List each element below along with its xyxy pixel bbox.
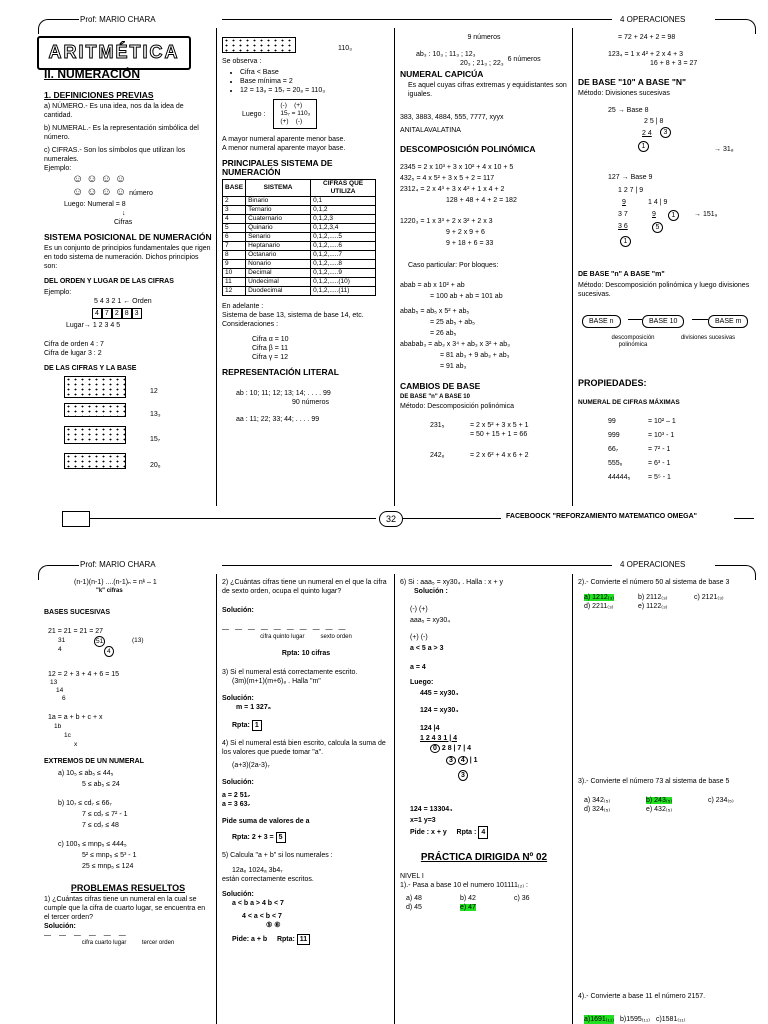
table-cell: 0,1 <box>311 197 376 206</box>
q3-option-correct: b) 243₍₅₎ <box>646 797 673 804</box>
table-row <box>223 269 376 278</box>
p5-cond: a < b a > 4 b < 7 <box>232 900 284 907</box>
mayor-menor: A mayor numeral aparente menor base. <box>222 136 346 143</box>
q3-option: e) 432₍₅₎ <box>646 806 673 813</box>
ext-a-2: 5 ≤ ab₅ ≤ 24 <box>82 781 120 788</box>
bloque-line: abab₅ = ab₅ x 5² + ab₅ <box>400 308 470 315</box>
bloque-line: = 100 ab + ab = 101 ab <box>430 293 503 300</box>
p4-expr: (a+3)(2a-3)₇ <box>232 762 270 769</box>
ext-a-1: a) 10₅ ≤ ab₅ ≤ 44₅ <box>58 770 114 777</box>
descomp-line: 9 + 18 + 6 = 33 <box>446 240 494 247</box>
q2-option-correct: a) 1212₍₃₎ <box>584 594 615 601</box>
p5-ineq: 4 < a < b < 7 <box>242 913 282 920</box>
p5-vals: ⑤ ⑥ <box>266 922 281 929</box>
table-cell: 0,1,2,.....5 <box>311 233 376 242</box>
example-1-result: → 31₈ <box>714 146 734 153</box>
base-dot-figures: 12 13₃ 15₇ 20₆ <box>44 375 212 473</box>
list-item: • Cifra < Base <box>240 68 390 77</box>
flow-base-n: BASE n <box>582 315 621 328</box>
table-cell: Binario <box>246 197 311 206</box>
q2-option: e) 1122₍₃₎ <box>638 603 668 610</box>
ab3-line: ab₃ : 10₃ ; 11₃ ; 12₃ <box>416 51 476 58</box>
ab-count: 90 números <box>292 399 329 406</box>
table-cell: 10 <box>223 269 246 278</box>
nivel: NIVEL I <box>400 873 424 880</box>
max-numeral: 66₇ <box>608 446 619 453</box>
table-cell: 0,1,2,3,4 <box>311 224 376 233</box>
p6-rpta-value: 4 <box>478 826 488 839</box>
table-cell: 7 <box>223 242 246 251</box>
p3-rpta-value: 1 <box>252 720 262 731</box>
max-formula: = 10² – 1 <box>648 418 676 425</box>
ext-c-3: 25 ≤ mnp₅ ≤ 124 <box>82 863 134 870</box>
p5-text: están correctamente escritos. <box>222 876 314 883</box>
digit-box: 7 <box>102 308 112 319</box>
ext-b-1: b) 10₇ ≤ cd₇ ≤ 66₇ <box>58 800 112 807</box>
sistema-text: Es un conjunto de principios fundamentales que rigen en todo sistema de numeración. Dichos principios son: <box>44 245 211 270</box>
capicua-title: NUMERAL CAPICÚA <box>400 69 484 79</box>
problem-5: 5) Calcula "a + b" si los numerales : <box>222 852 333 859</box>
table-cell: Heptanario <box>246 242 311 251</box>
adelante-2: Sistema de base 13, sistema de base 14, etc. <box>222 312 364 319</box>
p4-rpta: Rpta: 2 + 3 = <box>232 834 274 841</box>
logo-aritmetica: ARITMÉTICA <box>37 36 191 70</box>
practica-title: PRÁCTICA DIRIGIDA Nº 02 <box>420 852 548 863</box>
bloque-line: abab = ab x 10² + ab <box>400 282 465 289</box>
question-4: 4).- Convierte a base 11 el número 2157. <box>578 993 706 1000</box>
p6-a4: a = 4 <box>410 664 426 671</box>
max-title: NUMERAL DE CIFRAS MÁXIMAS <box>578 399 680 406</box>
luego-numeral: Luego: Numeral = 8 <box>64 201 126 208</box>
descomp-title: DESCOMPOSICIÓN POLINÓMICA <box>400 144 536 154</box>
systems-table <box>222 179 376 296</box>
bloques: Caso particular: Por bloques: <box>408 262 499 269</box>
table-cell: Decimal <box>246 269 311 278</box>
table-cell: Ternario <box>246 206 311 215</box>
q1-option-correct: e) 47 <box>460 904 476 911</box>
q4-option: b)1595₍₁₁₎ <box>619 1016 650 1023</box>
bases-title: BASES SUCESIVAS <box>44 609 110 616</box>
flow-base-10: BASE 10 <box>642 315 684 328</box>
table-cell: 8 <box>223 251 246 260</box>
smileys-row-2: ☺ ☺ ☺ ☺ <box>72 186 127 198</box>
bloque-line: ababab₃ = ab₃ x 3⁴ + ab₃ x 3² + ab₃ <box>400 341 510 348</box>
q1-option: a) 48 <box>406 895 422 902</box>
p4-a3: a = 3 63₇ <box>222 801 251 808</box>
p6-solucion: Solución : <box>414 588 448 595</box>
problem-3: 3) Si el numeral está correctamente escrito. <box>222 669 358 676</box>
page1-col3 <box>400 33 568 460</box>
division-25: 2 5 | 8 2 4 3 1 → 31₈ <box>578 115 754 165</box>
aa-line: aa : 11; 22; 33; 44; . . . . 99 <box>236 416 320 423</box>
problem-1: 1) ¿Cuántas cifras tiene un numeral en la cual se cumple que la cifra de cuarto lugar, se encuentra en el tercer orden? <box>44 896 206 921</box>
table-cell: 0,1,2,.....9 <box>311 269 376 278</box>
max-row <box>608 429 754 443</box>
p2-solucion: Solución: <box>222 607 254 614</box>
division-127: 1 2 7 | 9 9 1 4 | 9 3 7 9 1 3 6 5 1 → 151₉ <box>618 187 718 245</box>
p6-eq: aaa₅ = xy30₄ <box>410 617 451 624</box>
q3-option: c) 234₍₅₎ <box>708 797 734 804</box>
p6-pide: Pide : x + y <box>410 829 447 836</box>
max-formula: = 6³ - 1 <box>648 460 671 467</box>
base10n-title: DE BASE "10" A BASE "N" <box>578 77 687 87</box>
p5-expr: 12a₆ 1024ₐ 3b4₇ <box>232 867 283 874</box>
observa-list <box>222 68 390 95</box>
cifra-beta: Cifra β = 11 <box>252 345 288 352</box>
capicua-text: Es aquel cuyas cifras extremas y equidistantes son iguales. <box>408 82 567 98</box>
table-row <box>223 287 376 296</box>
p3-ans: m = 1 327₈ <box>236 704 271 711</box>
digit-boxes <box>44 308 212 319</box>
numero-label: número <box>129 190 153 197</box>
page2-col2: 2) ¿Cuántas cifras tiene un numeral en el que la cifra de sexto orden, ocupa el quinto lugar? Solución: — — — — — — — — — — cifra quinto lugar sexto orden Rpta: 10 cifras 3) Si el numeral está correctamente escrito. (3m)(m+1)(m+6)₈ . Halla "m" Solución: m = 1 327₈ Rpta: 1 4) Si el numeral está bien escrito, calcula la suma de los valores que puede tomar "a". (a+3)(2a-3)₇ Solución: a = 2 51₇ a = 3 63₇ Pide suma de valores de a Rpta: 2 + 3 = 5 5) Calcula "a + b" si los numerales : 12a₆ 1024ₐ 3b4₇ están correctamente escritos. Solución: a < b a > 4 b < 7 4 < a < b < 7 ⑤ ⑥ Pide: a + b Rpta: 11 <box>222 578 390 945</box>
header-topic: 4 OPERACIONES <box>620 15 686 24</box>
flow-label-2: divisiones sucesivas <box>680 335 736 341</box>
q3-option: d) 324₍₅₎ <box>584 806 611 813</box>
defs-title: 1. DEFINICIONES PREVIAS <box>44 90 154 100</box>
lugar-label: Lugar→ 1 2 3 4 5 <box>66 322 121 329</box>
p4-pide: Pide suma de valores de a <box>222 818 310 825</box>
p2-label-2: sexto orden <box>320 634 352 640</box>
table-cell: 0,1,2,.....(10) <box>311 278 376 287</box>
q2-option: c) 2121₍₃₎ <box>694 594 724 601</box>
c231-b: = 50 + 15 + 1 = 66 <box>470 431 528 438</box>
table-cell: Undecimal <box>246 278 311 287</box>
cifra-orden: Cifra de orden 4 : 7 <box>44 341 104 348</box>
q1-option: d) 45 <box>406 904 422 911</box>
p5-solucion: Solución: <box>222 891 254 898</box>
p6-signs: (-) (+) <box>410 606 428 613</box>
p1-label-2: tercer orden <box>141 940 175 946</box>
table-row <box>223 260 376 269</box>
top-formula: (n-1)(n-1) ....(n-1)ₙ = nᵏ – 1 <box>74 579 157 586</box>
principales-title: PRINCIPALES SISTEMA DE NUMERACIÓN <box>222 158 333 177</box>
max-numeral: 44444₅ <box>608 474 631 481</box>
p4-a2: a = 2 51₇ <box>222 792 251 799</box>
p2-label-1: cifra quinto lugar <box>260 634 305 640</box>
c242-a: = 2 x 6² + 4 x 6 + 2 <box>470 452 529 459</box>
ab3-line-2: 20₃ ; 21₃ ; 22₃ <box>460 60 504 67</box>
list-item: • Base mínima = 2 <box>240 77 390 86</box>
digit-box: 4 <box>92 308 102 319</box>
p1-label-1: cifra cuarto lugar <box>81 940 127 946</box>
page2-col4 <box>578 578 754 1024</box>
footer-box <box>62 511 90 527</box>
base10n-metodo: Método: Divisiones sucesivas <box>578 90 670 97</box>
footer-facebook: FACEBOOCK "REFORZAMIENTO MATEMATICO OMEGA" <box>506 513 697 520</box>
max-formula: = 5⁵ - 1 <box>648 474 671 481</box>
problem-4: 4) Si el numeral está bien escrito, calcula la suma de los valores que puede tomar "a". <box>222 740 386 756</box>
table-cell: Nonario <box>246 260 311 269</box>
orden-label: ← Orden <box>123 298 152 305</box>
ejemplo: Ejemplo: <box>44 165 72 172</box>
page1-col4 <box>578 33 754 485</box>
bloque-line: = 81 ab₃ + 9 ab₃ + ab₃ <box>440 352 510 359</box>
p5-rpta-value: 11 <box>297 934 310 945</box>
cifra-lugar: Cifra de lugar 3 : 2 <box>44 350 102 357</box>
page2-col1: (n-1)(n-1) ....(n-1)ₙ = nᵏ – 1 "k" cifras BASES SUCESIVAS 21 = 21 = 21 = 27 31 4 51 (13) 4 12 = 2 + 3 + 4 + 6 = 15 13 14 6 1a = a + b + c + x 1b 1c x EXTREMOS DE UN NUMERAL a) 10₅ ≤ ab₅ ≤ 44₅ 5 ≤ ab₅ ≤ 24 b) 10₇ ≤ cd₇ ≤ 66₇ 7 ≤ cd₇ ≤ 7² - 1 7 ≤ cd₇ ≤ 48 c) 100₅ ≤ mnp₅ ≤ 444₅ 5² ≤ mnp₅ ≤ 5³ - 1 25 ≤ mnp₅ ≤ 124 PROBLEMAS RESUELTOS 1) ¿Cuántas cifras tiene un numeral en la cual se cumple que la cifra de cuarto lugar, se encuentra en el tercer orden? Solución: — — — — — — cifra cuarto lugar tercer orden <box>44 578 212 947</box>
nueve-numeros: 9 números <box>467 34 501 41</box>
ab3-count: 6 números <box>507 55 541 63</box>
problemas-title: PROBLEMAS RESUELTOS <box>70 883 186 893</box>
ext-b-2: 7 ≤ cd₇ ≤ 7² - 1 <box>82 811 128 818</box>
table-header: SISTEMA <box>246 180 311 197</box>
digit-box: 8 <box>122 308 132 319</box>
base-flow <box>578 313 754 373</box>
luego-label: Luego : <box>242 110 266 118</box>
max-numeral: 555₆ <box>608 460 623 467</box>
p6-ineq: a < 5 a > 3 <box>410 645 444 652</box>
q4-option-correct: a)1691₍₁₁₎ <box>584 1016 614 1023</box>
capicua-examples: 383, 3883, 4884, 555, 7777, xyyx <box>400 114 504 121</box>
cambios-metodo: Método: Descomposición polinómica <box>400 403 514 410</box>
table-cell: 0,1,2,3 <box>311 215 376 224</box>
list-item: • 12 = 13₉ = 15₇ = 20₈ = 110₃ <box>240 86 390 95</box>
nm-metodo: Método: Descomposición polinómica y luego divisiones sucesivas. <box>578 282 750 298</box>
descomp-line: 1220₃ = 1 x 3³ + 2 x 3² + 2 x 3 <box>400 218 493 225</box>
cambios-title: CAMBIOS DE BASE <box>400 381 481 391</box>
q3-option: a) 342₍₅₎ <box>584 797 611 804</box>
orden-nums: 5 4 3 2 1 <box>94 298 122 305</box>
table-cell: 5 <box>223 224 246 233</box>
table-cell: 0,1,2,.....8 <box>311 260 376 269</box>
header-author-2: Prof: MARIO CHARA <box>80 560 156 569</box>
p4-solucion: Solución: <box>222 779 254 786</box>
section-title: II. NUMERACIÓN <box>44 67 140 81</box>
q4-option: c)1581₍₁₁₎ <box>655 1016 686 1023</box>
consideraciones: Consideraciones : <box>222 321 279 328</box>
p5-pide: Pide: a + b <box>232 936 268 943</box>
ab-line: ab : 10; 11; 12; 13; 14; . . . . 99 <box>236 390 331 397</box>
descomp-line: 9 + 2 x 9 + 6 <box>446 229 485 236</box>
example-2-result: → 151₉ <box>694 211 718 218</box>
table-cell: 3 <box>223 206 246 215</box>
header-topic-2: 4 OPERACIONES <box>620 560 686 569</box>
luego-box: (-) (+) 15₇ = 110₃ (+) (-) <box>273 99 317 129</box>
problem-2: 2) ¿Cuántas cifras tiene un numeral en el que la cifra de sexto orden, ocupa el quinto lugar? <box>222 579 387 595</box>
problem-6: 6) Si : aaa₅ = xy30₄ . Halla : x + y <box>400 579 503 586</box>
table-cell: 2 <box>223 197 246 206</box>
table-cell: 12 <box>223 287 246 296</box>
p5-rpta: Rpta: <box>276 936 295 943</box>
table-cell: 6 <box>223 233 246 242</box>
top-formula-sub: "k" cifras <box>96 588 123 594</box>
q2-option: b) 2112₍₃₎ <box>638 594 668 601</box>
descomp-line: 2312₄ = 2 x 4³ + 3 x 4² + 1 x 4 + 2 <box>400 186 505 193</box>
table-cell: 4 <box>223 215 246 224</box>
col4-l1: = 72 + 24 + 2 = 98 <box>618 34 676 41</box>
p4-rpta-value: 5 <box>276 832 286 843</box>
sistema-title: SISTEMA POSICIONAL DE NUMERACIÓN <box>44 232 212 242</box>
smileys-row: ☺ ☺ ☺ ☺ <box>72 173 127 185</box>
p3-rpta: Rpta: <box>232 722 250 729</box>
table-cell: 11 <box>223 278 246 287</box>
max-formula: = 10³ - 1 <box>648 432 675 439</box>
adelante: En adelante : <box>222 303 264 310</box>
example-1: 25 → Base 8 <box>608 107 649 114</box>
page2-col3 <box>400 578 568 912</box>
table-cell: 0,1,2,.....7 <box>311 251 376 260</box>
c242: 242₆ <box>430 452 445 459</box>
table-cell: Senario <box>246 233 311 242</box>
flow-base-m: BASE m <box>708 315 748 328</box>
max-formula: = 7² - 1 <box>648 446 671 453</box>
descomp-line: 2345 = 2 x 10³ + 3 x 10² + 4 x 10 + 5 <box>400 164 514 171</box>
header-author: Prof: MARIO CHARA <box>80 15 156 24</box>
top-val: 110₃ <box>337 45 352 52</box>
cifras-label: Cifras <box>114 219 133 226</box>
p6-l2: 124 = xy30₄ <box>420 707 459 714</box>
digit-box: 2 <box>112 308 122 319</box>
p6-l1: 445 = xy30₄ <box>420 690 459 697</box>
cifra-alpha: Cifra α = 10 <box>252 336 289 343</box>
bloque-line: = 25 ab₅ + ab₅ <box>430 319 475 326</box>
digit-box: 3 <box>132 308 142 319</box>
col4-l3: 16 + 8 + 3 = 27 <box>650 60 698 67</box>
se-observa: Se observa : <box>222 58 262 65</box>
orden-ejemplo: Ejemplo: <box>44 289 72 296</box>
cambios-sub: DE BASE "n" A BASE 10 <box>400 394 470 400</box>
max-row <box>608 471 754 485</box>
def-numeral: b) NUMERAL.- Es la representación simbólica del número. <box>44 125 199 141</box>
question-3: 3).- Convierte el número 73 al sistema de base 5 <box>578 778 730 785</box>
col4-l2: 123₄ = 1 x 4² + 2 x 4 + 3 <box>608 51 684 58</box>
c231-a: = 2 x 5² + 3 x 5 + 1 <box>470 422 529 429</box>
page-number: 32 <box>379 511 403 527</box>
base-title: DE LAS CIFRAS Y LA BASE <box>44 365 137 372</box>
p6-res2: x=1 y=3 <box>410 817 436 824</box>
def-cifras: c) CIFRAS.- Son los símbolos que utilizan los numerales. <box>44 147 186 163</box>
table-cell: Quinario <box>246 224 311 233</box>
table-cell: Duodecimal <box>246 287 311 296</box>
table-row <box>223 233 376 242</box>
table-row <box>223 215 376 224</box>
max-row <box>608 415 754 429</box>
max-numeral: 999 <box>608 432 620 439</box>
max-row <box>608 443 754 457</box>
table-row <box>223 224 376 233</box>
table-row <box>223 251 376 260</box>
table-cell: 0,1,2,.....(11) <box>311 287 376 296</box>
bases-line-1: 21 = 21 = 21 = 27 <box>48 628 104 635</box>
flow-label-1: descomposición polinómica <box>611 335 655 348</box>
extremos-title: EXTREMOS DE UN NUMERAL <box>44 758 144 765</box>
page1-col1: II. NUMERACIÓN 1. DEFINICIONES PREVIAS a) NÚMERO.- Es una idea, nos da la idea de cantidad. b) NUMERAL.- Es la representación simbólica del número. c) CIFRAS.- Son los símbolos que utilizan los numerales. Ejemplo: ☺ ☺ ☺ ☺ ☺ ☺ ☺ ☺ número Luego: Numeral = 8 ↓ Cifras SISTEMA POSICIONAL DE NUMERACIÓN Es un conjunto de principios fundamentales que rigen en todo sistema de numeración. Dichos principios son: DEL ORDEN Y LUGAR DE LAS CIFRAS Ejemplo: 5 4 3 2 1 ← Orden 4 7 2 8 3 Lugar→ 1 2 3 4 5 Cifra de orden 4 : 7 Cifra de lugar 3 : 2 DE LAS CIFRAS Y LA BASE 12 13₃ 15₇ 20₆ <box>44 70 212 473</box>
p3-expr: (3m)(m+1)(m+6)₈ . Halla "m" <box>232 678 321 685</box>
question-2: 2).- Convierte el número 50 al sistema de base 3 <box>578 579 730 586</box>
bases-line-2: 12 = 2 + 3 + 4 + 6 = 15 <box>48 671 120 678</box>
ext-c-2: 5² ≤ mnp₅ ≤ 5³ - 1 <box>82 852 137 859</box>
orden-title: DEL ORDEN Y LUGAR DE LAS CIFRAS <box>44 278 174 285</box>
table-row <box>223 278 376 287</box>
p2-rpta: Rpta: 10 cifras <box>281 650 331 657</box>
p6-signs-2: (+) (-) <box>410 634 428 641</box>
propiedades-title: PROPIEDADES: <box>578 378 647 388</box>
menor-mayor: A menor numeral aparente mayor base. <box>222 145 346 152</box>
q1-option: b) 42 <box>460 895 476 902</box>
bloque-line: = 26 ab₅ <box>430 330 457 337</box>
table-cell: Octanario <box>246 251 311 260</box>
ext-b-3: 7 ≤ cd₇ ≤ 48 <box>82 822 119 829</box>
bases-line-3: 1a = a + b + c + x <box>48 714 103 721</box>
def-numero: a) NÚMERO.- Es una idea, nos da la idea de cantidad. <box>44 103 184 119</box>
table-cell: Cuaternario <box>246 215 311 224</box>
page1-col2 <box>222 36 390 424</box>
anita: ANITALAVALATINA <box>400 127 461 134</box>
table-cell: 0,1,2 <box>311 206 376 215</box>
problem-1-solucion: Solución: <box>44 923 76 930</box>
q2-option: d) 2211₍₃₎ <box>584 603 614 610</box>
q1-option: c) 36 <box>514 895 530 902</box>
example-2: 127 → Base 9 <box>608 174 653 181</box>
question-1: 1).- Pasa a base 10 el numero 101111₍₂₎ : <box>400 882 528 889</box>
table-cell: 9 <box>223 260 246 269</box>
table-header: BASE <box>223 180 246 197</box>
table-cell: 0,1,2,.....6 <box>311 242 376 251</box>
table-row <box>223 206 376 215</box>
cifra-gamma: Cifra γ = 12 <box>252 354 288 361</box>
rep-title: REPRESENTACIÓN LITERAL <box>222 367 339 377</box>
descomp-line: 432₅ = 4 x 5² + 3 x 5 + 2 = 117 <box>400 175 495 182</box>
division-124: 124 |4 1 2 4 3 1 | 4 0 2 8 | 7 | 4 3 4 | 1 3 <box>420 725 478 779</box>
table-header: CIFRAS QUE UTILIZA <box>311 180 376 197</box>
bloque-line: = 91 ab₃ <box>440 363 467 370</box>
max-row <box>608 457 754 471</box>
table-row <box>223 197 376 206</box>
p6-rpta: Rpta : <box>456 829 477 836</box>
descomp-line: 128 + 48 + 4 + 2 = 182 <box>446 197 517 204</box>
max-numeral: 99 <box>608 418 616 425</box>
c231: 231₅ <box>430 422 445 429</box>
p3-solucion: Solución: <box>222 695 254 702</box>
p6-res1: 124 = 13304₄ <box>410 806 453 813</box>
nm-title: DE BASE "n" A BASE "m" <box>578 271 665 278</box>
p6-luego: Luego: <box>410 679 434 686</box>
ext-c-1: c) 100₅ ≤ mnp₅ ≤ 444₅ <box>58 841 127 848</box>
table-row <box>223 242 376 251</box>
